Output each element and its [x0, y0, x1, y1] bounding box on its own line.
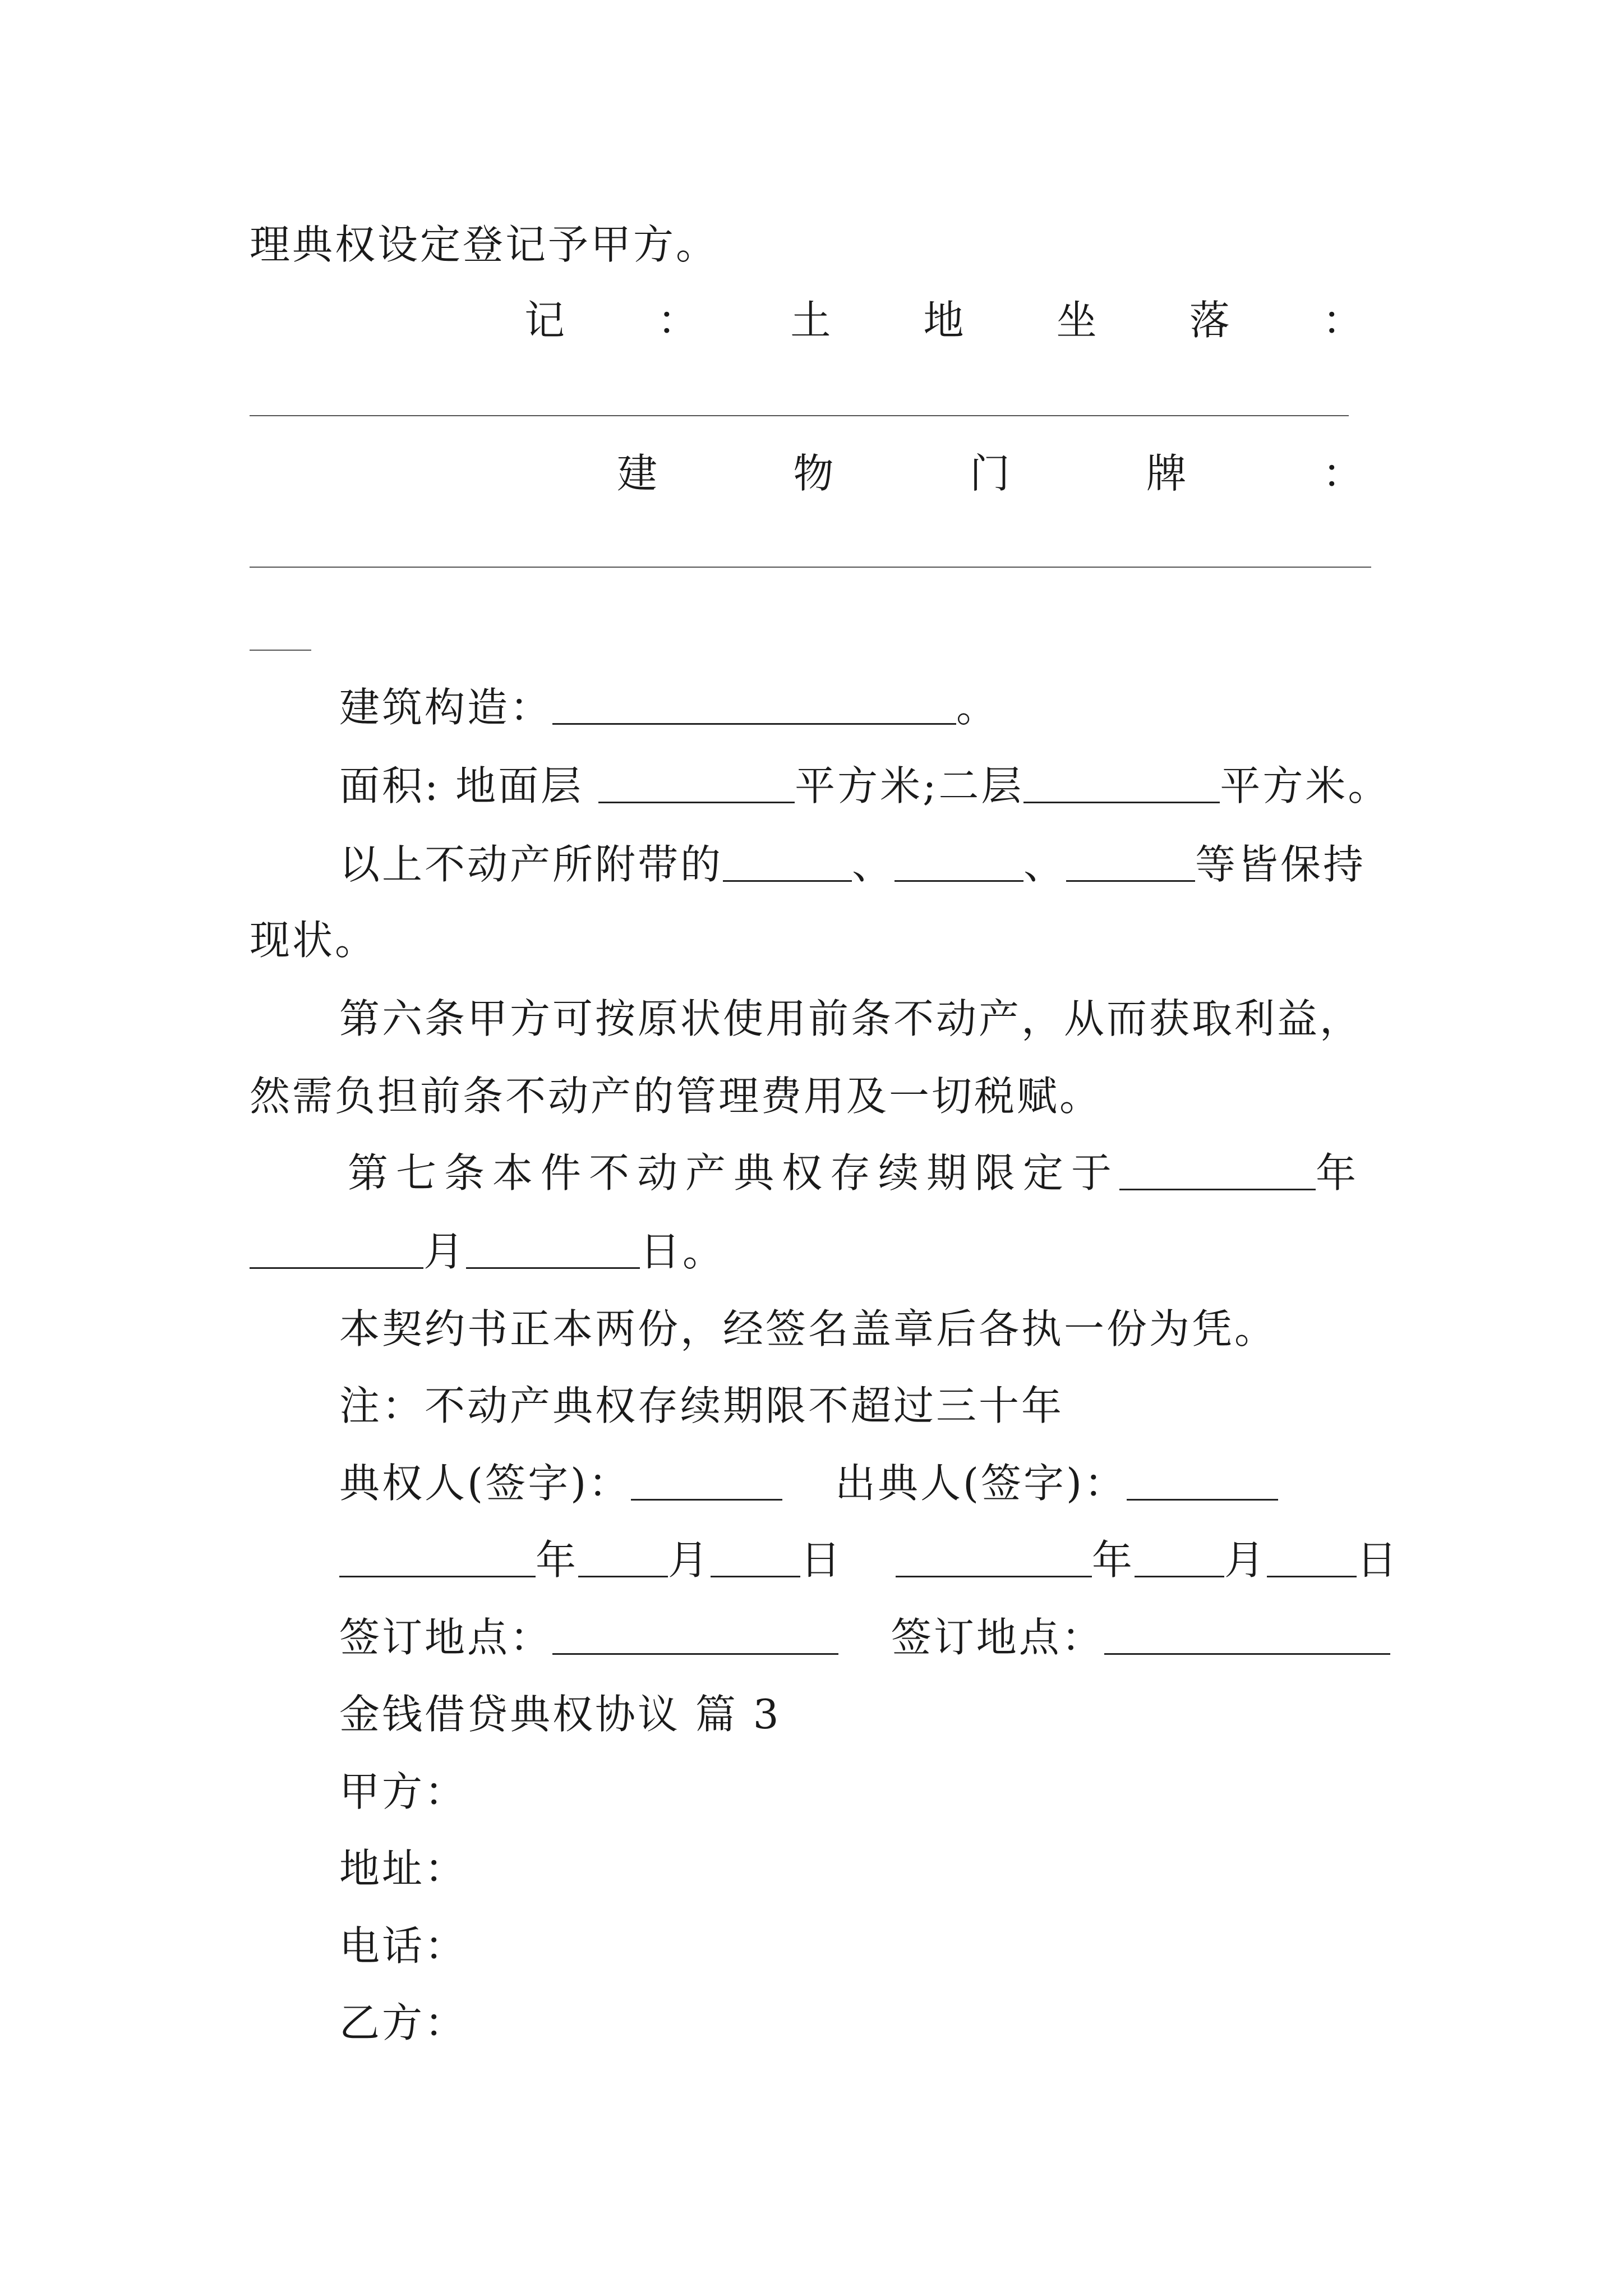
- date-month-1: 月: [668, 1536, 711, 1584]
- attached-suffix: 等皆保持: [1195, 841, 1366, 888]
- land-location-fill-line: [250, 415, 1349, 416]
- structure-line: [339, 684, 999, 731]
- date-year-2: 年: [1091, 1536, 1135, 1584]
- address-label: 地址：: [339, 1845, 468, 1892]
- article-7-line-2: [250, 1228, 726, 1275]
- date-month-blank-2: [1135, 1542, 1224, 1577]
- attached-line-2: 现状。: [250, 917, 378, 964]
- article-7-month: 月: [423, 1228, 467, 1275]
- structure-blank: [552, 689, 956, 725]
- place-blank-2: [1104, 1619, 1390, 1655]
- land-char-3: 坐: [1056, 297, 1097, 344]
- building-char-4: 牌: [1146, 450, 1187, 497]
- holder-sign-label: 典权人(签字)：: [339, 1460, 631, 1507]
- attached-blank-3: [1066, 846, 1195, 882]
- giver-sign-label: 出典人(签字)：: [834, 1460, 1127, 1507]
- date-month-2: 月: [1224, 1536, 1267, 1584]
- area-line: [339, 762, 1391, 809]
- date-day-1: 日: [800, 1536, 843, 1584]
- article-7-text: 第七条本件不动产典权存续期限定于: [348, 1149, 1120, 1197]
- phone-label: 电话：: [339, 1922, 468, 1970]
- attached-blank-2: [895, 846, 1023, 882]
- colon: ：: [1322, 450, 1363, 497]
- note-line: 注：不动产典权存续期限不超过三十年: [339, 1382, 1064, 1429]
- area-ground-blank: [598, 768, 795, 803]
- article-7-year: 年: [1316, 1149, 1364, 1197]
- place-line: [339, 1614, 1390, 1661]
- building-number-fill-line-2: [250, 650, 311, 651]
- article-7-month-blank: [250, 1234, 423, 1269]
- copies-line: 本契约书正本两份，经签名盖章后各执一份为凭。: [339, 1305, 1278, 1352]
- attached-line: [339, 841, 1366, 888]
- building-char-1: 建: [617, 450, 658, 497]
- section-title: 金钱借贷典权协议 篇 3: [339, 1691, 781, 1738]
- party-b-label: 乙方：: [339, 1999, 468, 2046]
- structure-end: 。: [956, 684, 999, 731]
- place-label-1: 签订地点：: [339, 1614, 553, 1661]
- building-number-fill-line: [250, 567, 1371, 568]
- land-char-1: 土: [790, 297, 831, 344]
- area-second-blank: [1023, 768, 1220, 803]
- article-6-line-2: 然需负担前条不动产的管理费用及一切税赋。: [250, 1073, 1103, 1120]
- article-7-year-blank: [1119, 1155, 1316, 1190]
- building-char-2: 物: [793, 450, 834, 497]
- structure-label: 建筑构造：: [339, 684, 553, 731]
- area-unit-1: 平方米;二层: [795, 762, 1024, 809]
- area-label: 面积: [339, 762, 425, 809]
- building-number-label: [617, 450, 1363, 497]
- area-ground-label: 地面层: [455, 762, 584, 809]
- place-blank-1: [552, 1619, 838, 1655]
- article-7-day: 日。: [640, 1228, 726, 1275]
- land-char-4: 落: [1189, 297, 1230, 344]
- land-location-label: [524, 297, 1363, 344]
- article-7-day-blank: [466, 1234, 640, 1269]
- date-year-blank-1: [339, 1542, 536, 1577]
- area-unit-2: 平方米。: [1220, 762, 1391, 809]
- colon: ：: [657, 297, 698, 344]
- colon: ：: [1322, 297, 1363, 344]
- area-colon: :: [425, 762, 441, 809]
- reg-prefix: 记: [524, 297, 565, 344]
- article-7-line-1: [348, 1149, 1364, 1197]
- building-char-3: 门: [969, 450, 1010, 497]
- date-day-blank-2: [1267, 1542, 1357, 1577]
- holder-sign-blank: [631, 1465, 782, 1501]
- date-line: [339, 1536, 1399, 1584]
- text-line-continue: 理典权设定登记予甲方。: [250, 221, 719, 268]
- date-year-1: 年: [536, 1536, 579, 1584]
- article-6-line-1: 第六条甲方可按原状使用前条不动产，从而获取利益，: [339, 995, 1363, 1042]
- date-month-blank-1: [578, 1542, 668, 1577]
- date-day-blank-1: [711, 1542, 800, 1577]
- date-day-2: 日: [1356, 1536, 1399, 1584]
- date-year-blank-2: [896, 1542, 1092, 1577]
- signature-line: [339, 1460, 1278, 1507]
- sep-1: 、: [852, 841, 895, 888]
- giver-sign-blank: [1127, 1465, 1278, 1501]
- land-char-2: 地: [923, 297, 964, 344]
- party-a-label: 甲方：: [339, 1768, 468, 1815]
- place-label-2: 签订地点：: [891, 1614, 1104, 1661]
- sep-2: 、: [1023, 841, 1067, 888]
- attached-blank-1: [723, 846, 852, 882]
- attached-prefix: 以上不动产所附带的: [339, 841, 723, 888]
